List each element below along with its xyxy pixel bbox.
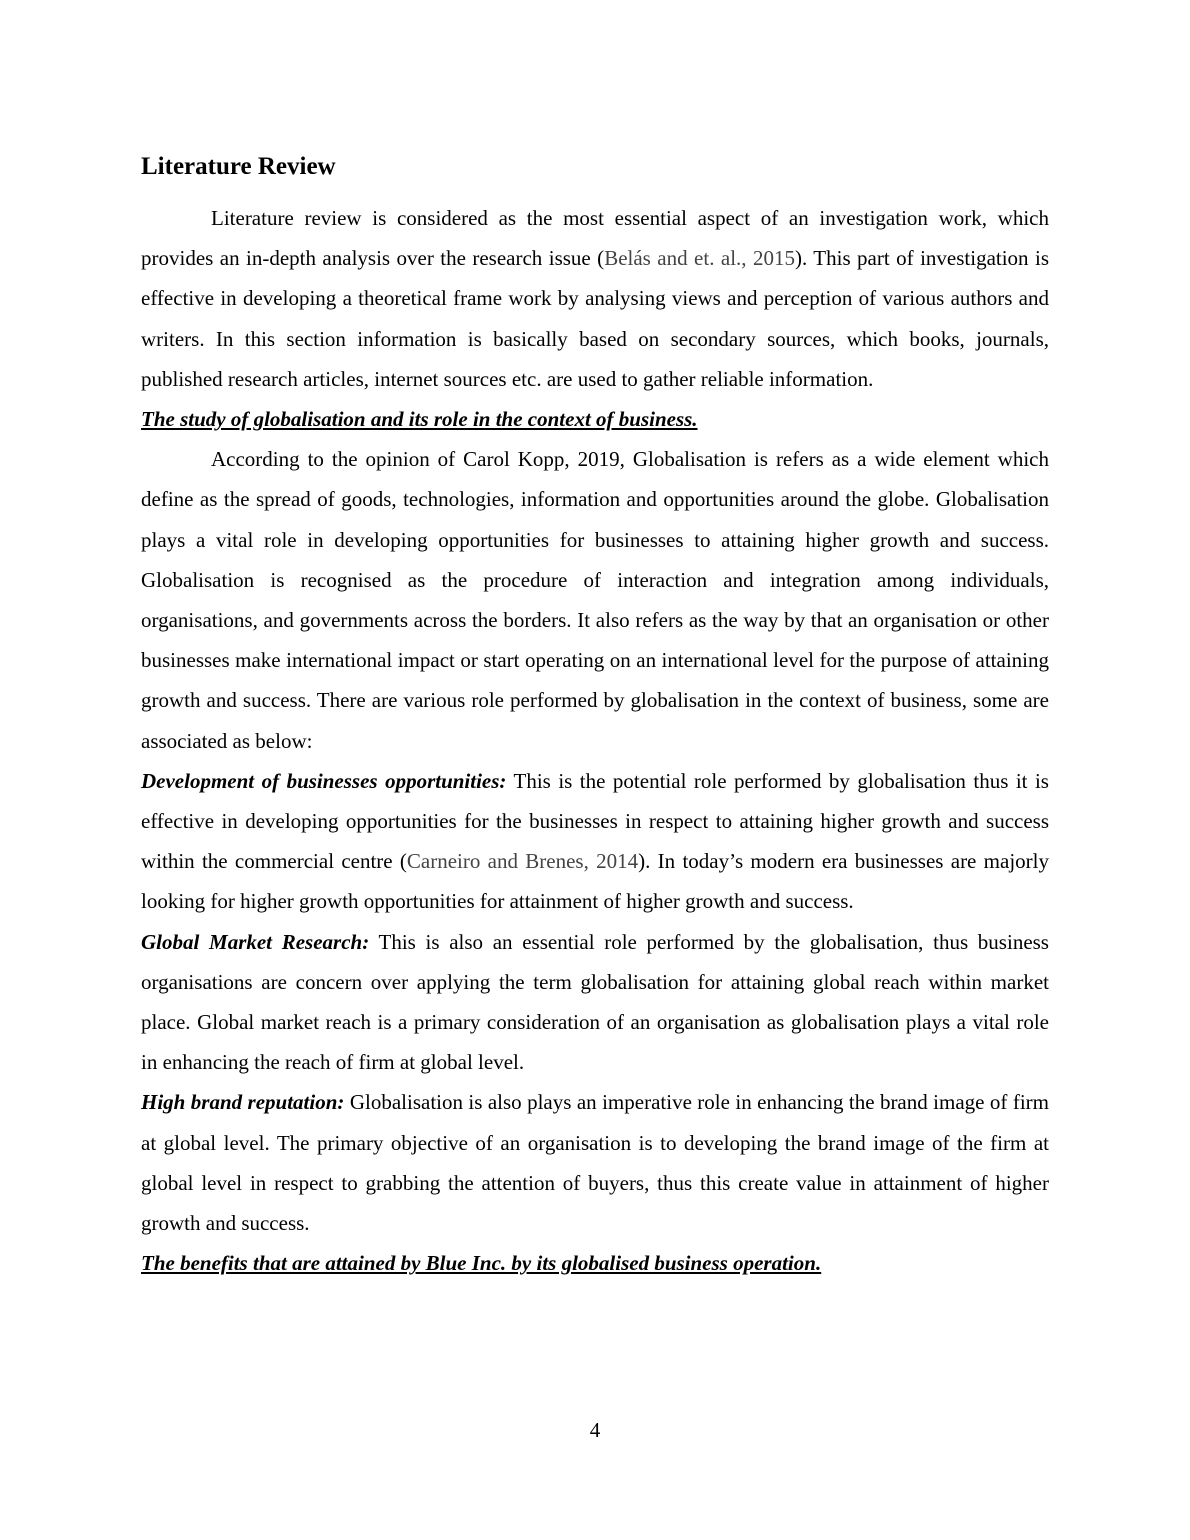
point-text: Globalisation is also plays an imperative role in enhancing the brand image of firm at global level. The primary objective of an organisation is to developing the brand image of the firm at global level in respect to grabbing the attention of buyers, thus this create value in attainment of higher growth and success. [141, 1090, 1049, 1236]
point-text-end: ). In today’s modern era businesses are majorly looking for higher growth opportunities for attainment of higher growth and success. [141, 849, 1049, 914]
page-content [141, 150, 1049, 1283]
point-term: Global Market Research: [141, 929, 370, 954]
point-term: Development of businesses opportunities: [141, 768, 507, 793]
section-heading-benefits: The benefits that are attained by Blue Inc. by its globalised business operation. [141, 1251, 822, 1276]
point-business-opportunities [141, 761, 1049, 922]
page-number: 4 [589, 1418, 601, 1442]
globalisation-paragraph: According to the opinion of Carol Kopp, 2019, Globalisation is refers as a wide element which define as the spread of goods, technologies, information and opportunities around the globe. Globalisation plays a vital role in developing opportunities for businesses to attaining higher growth and success. Globalisation is recognised as the procedure of interaction and integration among individuals, organisations, and governments across the borders. It also refers as the way by that an organisation or other businesses make international impact or start operating on an international level for the purpose of attaining growth and success. There are various role performed by globalisation in the context of business, some are associated as below: [141, 447, 1049, 753]
intro-text-end: ). This part of investigation is effective in developing a theoretical frame work by analysing views and perception of various authors and writers. In this section information is basically based on secondary sources, which books, journals, published research articles, internet sources etc. are used to gather reliable information. [141, 246, 1050, 391]
intro-text-start: Literature review is considered as the most essential aspect of an investigation work, which provides an in-depth analysis over the research issue ( [141, 206, 1049, 271]
point-brand-reputation [141, 1082, 1049, 1243]
point-citation: Carneiro and Brenes, 2014 [406, 849, 639, 874]
point-text-start: This is the potential role performed by globalisation thus it is effective in developing opportunities for the businesses in respect to attaining higher growth and success within the commercial centre ( [141, 768, 1049, 874]
point-text: This is also an essential role performed by the globalisation, thus business organisations are concern over applying the term globalisation for attaining global reach within market place. Global market reach is a primary consideration of an organisation as globalisation plays a vital role in enhancing the reach of firm at global level. [141, 929, 1049, 1075]
point-global-market-research [141, 922, 1049, 1083]
intro-paragraph [141, 198, 1049, 399]
intro-citation: Belás and et. al., 2015 [604, 246, 795, 271]
section-heading-globalisation: The study of globalisation and its role in the context of business. [141, 407, 698, 432]
point-term: High brand reputation: [141, 1090, 345, 1115]
page-title: Literature Review [141, 153, 336, 180]
